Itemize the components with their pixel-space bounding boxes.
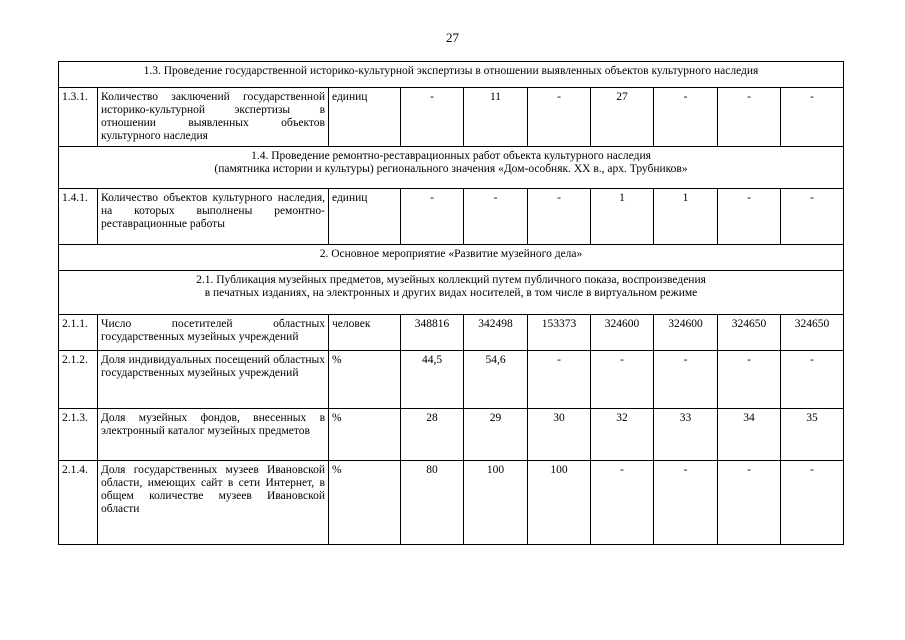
indicator-value: -: [781, 461, 844, 545]
section-title: [59, 271, 844, 315]
indicator-unit: %: [329, 409, 401, 461]
section-title-line: 2. Основное мероприятие «Развитие музейного дела»: [319, 248, 583, 260]
indicator-row: [59, 88, 844, 147]
indicator-value: 324600: [591, 315, 654, 351]
indicator-value: 54,6: [464, 351, 528, 409]
indicator-description: Доля государственных музеев Ивановской области, имеющих сайт в сети Интернет, в общем количестве музеев Ивановской области: [98, 461, 329, 545]
indicator-row: [59, 461, 844, 545]
indicator-code: 1.3.1.: [59, 88, 98, 147]
indicator-unit: %: [329, 351, 401, 409]
indicator-code: 2.1.4.: [59, 461, 98, 545]
indicator-value: 324650: [781, 315, 844, 351]
indicator-code: 2.1.2.: [59, 351, 98, 409]
indicator-value: -: [654, 461, 718, 545]
page-number: 27: [446, 30, 459, 45]
indicator-value: 348816: [401, 315, 464, 351]
indicator-code: 1.4.1.: [59, 189, 98, 245]
indicator-unit: %: [329, 461, 401, 545]
indicator-row: [59, 189, 844, 245]
indicator-value: 28: [401, 409, 464, 461]
indicator-value: 29: [464, 409, 528, 461]
indicator-value: -: [591, 461, 654, 545]
section-header-row: [59, 245, 844, 271]
section-header-row: [59, 147, 844, 189]
section-title: [59, 147, 844, 189]
indicator-value: 1: [654, 189, 718, 245]
indicator-unit: человек: [329, 315, 401, 351]
indicator-value: 27: [591, 88, 654, 147]
section-title-line: 2.1. Публикация музейных предметов, музейных коллекций путем публичного показа, воспроизведения: [196, 274, 706, 286]
indicator-description: Количество объектов культурного наследия, на которых выполнены ремонтно-реставрационные работы: [98, 189, 329, 245]
indicator-value: 324600: [654, 315, 718, 351]
indicator-value: -: [401, 189, 464, 245]
indicator-value: 1: [591, 189, 654, 245]
section-title-line: (памятника истории и культуры) регионального значения «Дом-особняк. XX в., арх. Трубников»: [214, 163, 688, 175]
indicator-value: -: [528, 189, 591, 245]
indicator-value: -: [654, 351, 718, 409]
indicator-value: -: [401, 88, 464, 147]
indicator-value: -: [528, 88, 591, 147]
indicator-description: Количество заключений государственной историко-культурной экспертизы в отношении выявленных объектов культурного наследия: [98, 88, 329, 147]
indicator-value: 34: [718, 409, 781, 461]
section-title-line: в печатных изданиях, на электронных и других видах носителей, в том числе в виртуальном режиме: [204, 287, 698, 299]
indicator-value: 30: [528, 409, 591, 461]
indicator-value: 44,5: [401, 351, 464, 409]
section-header-row: [59, 271, 844, 315]
indicator-unit: единиц: [329, 88, 401, 147]
indicator-value: -: [654, 88, 718, 147]
indicator-value: -: [781, 351, 844, 409]
indicator-value: 32: [591, 409, 654, 461]
indicator-description: Доля музейных фондов, внесенных в электронный каталог музейных предметов: [98, 409, 329, 461]
indicator-value: -: [528, 351, 591, 409]
indicator-row: [59, 351, 844, 409]
indicators-table: [58, 61, 844, 545]
indicator-row: [59, 315, 844, 351]
indicator-value: 100: [464, 461, 528, 545]
indicator-value: -: [781, 189, 844, 245]
indicator-value: -: [718, 189, 781, 245]
section-title: [59, 245, 844, 271]
indicator-code: 2.1.3.: [59, 409, 98, 461]
indicator-value: 33: [654, 409, 718, 461]
indicator-unit: единиц: [329, 189, 401, 245]
indicator-row: [59, 409, 844, 461]
indicator-value: -: [781, 88, 844, 147]
indicator-code: 2.1.1.: [59, 315, 98, 351]
indicator-value: 100: [528, 461, 591, 545]
indicator-value: 342498: [464, 315, 528, 351]
indicator-value: -: [718, 351, 781, 409]
section-title-line: 1.3. Проведение государственной историко-культурной экспертизы в отношении выявленных объектов культурного наследия: [143, 65, 759, 77]
section-header-row: [59, 62, 844, 88]
section-title-line: 1.4. Проведение ремонтно-реставрационных работ объекта культурного наследия: [251, 150, 651, 162]
indicator-value: -: [718, 461, 781, 545]
indicator-value: -: [591, 351, 654, 409]
indicator-value: 80: [401, 461, 464, 545]
indicator-value: 153373: [528, 315, 591, 351]
indicator-value: 35: [781, 409, 844, 461]
indicator-value: -: [718, 88, 781, 147]
indicator-value: 11: [464, 88, 528, 147]
section-title: [59, 62, 844, 88]
indicator-description: Доля индивидуальных посещений областных государственных музейных учреждений: [98, 351, 329, 409]
indicator-value: 324650: [718, 315, 781, 351]
indicator-description: Число посетителей областных государственных музейных учреждений: [98, 315, 329, 351]
indicator-value: -: [464, 189, 528, 245]
